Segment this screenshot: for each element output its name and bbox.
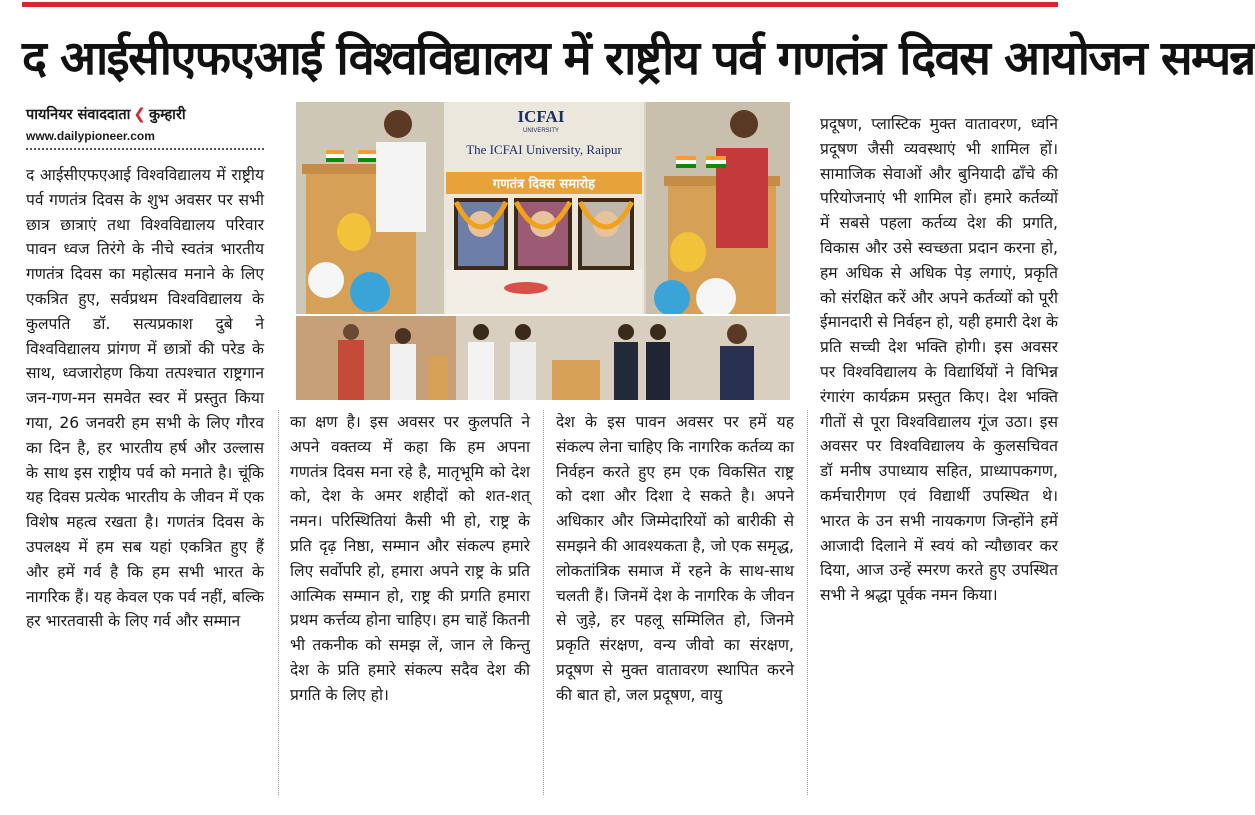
top-red-rule	[22, 2, 1058, 7]
article-column-4: प्रदूषण, प्लास्टिक मुक्त वातावरण, ध्वनि प्रदूषण जैसी व्यवस्थाएं भी शामिल हों। सामाजिक सेवाओं और बुनियादी ढाँचे की परियोजनाएं भी शामिल हों। हमारे कर्तव्यों में सबसे पहला कर्तव्य देश की प्रगति, विकास और उसे स्वच्छता प्रदान करना हो, हम अधिक से अधिक पेड़ लगाएं, प्रकृति को संरक्षित करें और अपने कर्तव्यों को पूरी ईमानदारी से निर्वहन हो, यही हमारी देश के प्रति सच्ची देश भक्ति होगी। इस अवसर पर विश्वविद्यालय के विद्यार्थियों ने विभिन्न रंगारंग कार्यक्रम प्रस्तुत किए। देश भक्ति गीतों से पूरा विश्वविद्यालय गूंज उठा। इस अवसर पर विश्वविद्यालय के कुलसचिवत डॉ मनीष उपाध्याय सहित, प्राध्यापकगण, कर्मचारीगण एवं विद्यार्थी उपस्थित थे। भारत के उन सभी नायकगण जिन्होंने हमें आजादी दिलाने में स्वयं को न्यौछावर कर दिया, आज उन्हें स्मरण करते हुए उपस्थित सभी ने श्रद्धा पूर्वक नमन किया।	[820, 115, 1058, 605]
byline-reporter: पायनियर संवाददाता	[26, 107, 131, 123]
byline-divider	[26, 148, 264, 150]
headline: द आईसीएफएआई विश्वविद्यालय में राष्ट्रीय पर्व गणतंत्र दिवस आयोजन सम्पन्न	[22, 31, 1255, 86]
column-divider-1	[278, 410, 279, 795]
article-column-3: देश के इस पावन अवसर पर हमें यह संकल्प लेना चाहिए कि नागरिक कर्तव्य का निर्वहन करते हुए हम एक विकसित राष्ट्र को दशा और दिशा दे सकते है। अपने अधिकार और जिम्मेदारियों को बारीकी से समझने की आवश्यकता है, जो एक समृद्ध, लोकतांत्रिक समाज में रहने के साथ-साथ चलती हैं। जिनमें देश के नागरिक के जीवन से जुड़े, हर पहलू सम्मिलित हो, जिनमे प्रकृति संरक्षण, वन्य जीवो का संरक्षण, प्रदूषण से मुक्त वातावरण स्थापित करने की बात हो, जल प्रदूषण, वायु	[556, 413, 794, 704]
column-divider-2	[543, 410, 544, 795]
byline-arrow-icon: ❮	[133, 105, 146, 123]
photo-event-banner: गणतंत्र दिवस समारोह	[492, 177, 596, 192]
column-divider-3	[807, 410, 808, 795]
website-url: www.dailypioneer.com	[26, 129, 155, 143]
article-column-2: का क्षण है। इस अवसर पर कुलपति ने अपने वक्तव्य में कहा कि हम अपना गणतंत्र दिवस मना रहे है, मातृभूमि को देश को, देश के अमर शहीदों को शत-शत् नमन। परिस्थितियां कैसी भी हो, राष्ट्र के प्रति दृढ़ निष्ठा, सम्मान और संकल्प हमारे लिए सर्वोपरि हो, हमारा अपने राष्ट्र के प्रति आत्मिक सम्मान हो, राष्ट्र की प्रगति हमारा प्रथम कर्त्तव्य होना चाहिए। हम चाहें कितनी भी तकनीक को समझ लें, जान ले किन्तु देश के प्रति हमारे संकल्प सदैव देश की प्रगति के लिए हो।	[290, 413, 530, 704]
byline	[26, 104, 266, 124]
photo-stage-scene	[296, 102, 790, 314]
photo-logo-subtext: UNIVERSITY	[522, 128, 560, 134]
photo-logo-text: ICFAI	[517, 107, 565, 126]
photo-university-title: The ICFAI University, Raipur	[466, 142, 622, 157]
byline-place: कुम्हारी	[148, 107, 186, 123]
event-photo	[296, 102, 790, 400]
photo-audience-scene	[296, 316, 790, 400]
article-column-1: द आईसीएफएआई विश्वविद्यालय में राष्ट्रीय पर्व गणतंत्र दिवस के शुभ अवसर पर सभी छात्र छात्राएं तथा विश्वविद्यालय परिवार पावन ध्वज तिरंगे के नीचे स्वतंत्र भारतीय गणतंत्र दिवस का महोत्सव मनाने के लिए एकत्रित हुए, सर्वप्रथम विश्वविद्यालय के कुलपति डॉ. सत्यप्रकाश दुबे ने विश्वविद्यालय प्रांगण में छात्रों की परेड के साथ, ध्वजारोहण किया तत्पश्चात राष्ट्रगान जन-गण-मन समवेत स्वर में प्रस्तुत किया गया, 26 जनवरी हम सभी के लिए गौरव का दिन है, हर भारतीय हर्ष और उल्लास के साथ इस राष्ट्रीय पर्व को मनाते है। चूंकि यह दिवस प्रत्येक भारतीय के जीवन में एक विशेष महत्व रखता है। गणतंत्र दिवस के उपलक्ष्य में हम सब यहां एकत्रित हुए हैं और हमें गर्व है कि हम सभी भारत के नागरिक हैं। यह केवल एक पर्व नहीं, बल्कि हर भारतवासी के लिए गर्व और सम्मान	[26, 166, 264, 631]
